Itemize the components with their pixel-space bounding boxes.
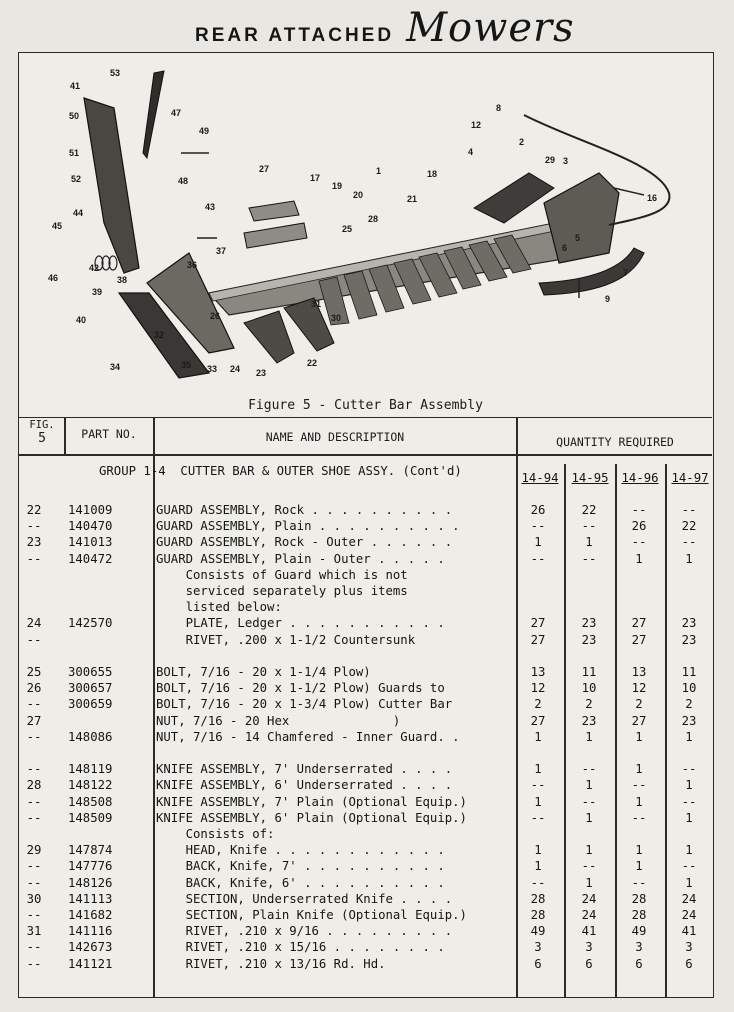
qty-14-96: 1 bbox=[635, 762, 643, 777]
part-number: 147874 bbox=[68, 843, 113, 858]
fig-number: 26 bbox=[26, 681, 42, 696]
qty-14-95: 2 bbox=[585, 697, 593, 712]
fig-number: 29 bbox=[26, 843, 42, 858]
fig-number: 31 bbox=[26, 924, 42, 939]
part-number: 148126 bbox=[68, 875, 113, 890]
qty-14-97: 24 bbox=[681, 908, 697, 922]
callout-label: 42 bbox=[89, 263, 100, 273]
cutter-bar-illustration bbox=[19, 53, 712, 415]
qty-14-96: 1 bbox=[635, 843, 643, 858]
header-quantity-required: QUANTITY REQUIRED bbox=[556, 435, 674, 449]
table-row bbox=[19, 795, 712, 811]
table-row bbox=[19, 843, 712, 859]
qty-14-97: 6 bbox=[685, 956, 693, 971]
callout-label: 35 bbox=[181, 360, 192, 370]
table-row bbox=[19, 811, 712, 827]
qty-14-95: 23 bbox=[581, 616, 597, 631]
callout-label: 24 bbox=[230, 364, 241, 374]
qty-14-94: 3 bbox=[534, 940, 542, 955]
callout-label: 17 bbox=[310, 173, 321, 183]
part-description: KNIFE ASSEMBLY, 7' Plain (Optional Equip.) bbox=[156, 794, 467, 809]
fig-number: -- bbox=[26, 519, 42, 534]
callout-label: 44 bbox=[73, 208, 84, 218]
part-description: GUARD ASSEMBLY, Rock - Outer . . . . . . bbox=[156, 535, 453, 550]
part-description: SECTION, Underserrated Knife . . . . bbox=[156, 891, 453, 906]
table-row bbox=[19, 957, 712, 973]
qty-14-94: -- bbox=[530, 778, 546, 793]
qty-14-96: 1 bbox=[635, 859, 643, 874]
qty-14-94: 12 bbox=[530, 681, 546, 696]
header-fig: FIG. 5 bbox=[29, 419, 55, 446]
qty-14-95: 1 bbox=[585, 729, 593, 744]
callout-label: 7 bbox=[623, 268, 629, 278]
fig-number: 28 bbox=[26, 778, 42, 793]
table-row bbox=[19, 924, 712, 940]
qty-14-95: 22 bbox=[581, 503, 597, 517]
table-row bbox=[19, 584, 712, 600]
qty-14-94: 2 bbox=[534, 697, 542, 712]
qty-14-97: 22 bbox=[681, 519, 697, 534]
fig-number: 23 bbox=[26, 535, 42, 550]
part-description: NUT, 7/16 - 14 Chamfered - Inner Guard. . bbox=[156, 729, 460, 744]
table-row bbox=[19, 649, 712, 665]
page-title bbox=[195, 5, 615, 52]
callout-label: 48 bbox=[178, 176, 189, 186]
fig-number: -- bbox=[26, 956, 42, 971]
qty-14-95: -- bbox=[581, 794, 597, 809]
qty-14-96: -- bbox=[631, 503, 647, 517]
part-description: listed below: bbox=[156, 600, 282, 615]
fig-number: 25 bbox=[26, 665, 42, 679]
table-row bbox=[19, 746, 712, 762]
qty-14-95: 24 bbox=[581, 891, 597, 906]
qty-14-96: 1 bbox=[635, 551, 643, 566]
qty-column-header: 14-97 bbox=[671, 471, 709, 485]
qty-14-97: -- bbox=[681, 762, 697, 777]
qty-14-96: 3 bbox=[635, 940, 643, 955]
qty-14-95: 41 bbox=[581, 924, 597, 939]
qty-14-95: 23 bbox=[581, 632, 597, 647]
fig-number: -- bbox=[26, 940, 42, 955]
part-description: GUARD ASSEMBLY, Plain - Outer . . . . . bbox=[156, 551, 445, 566]
qty-14-96: 1 bbox=[635, 794, 643, 809]
callout-label: 9 bbox=[605, 294, 611, 304]
exploded-diagram bbox=[19, 53, 712, 415]
part-number: 300657 bbox=[68, 681, 113, 696]
callout-label: 41 bbox=[70, 81, 81, 91]
table-row bbox=[19, 568, 712, 584]
qty-14-94: -- bbox=[530, 519, 546, 534]
callout-label: 5 bbox=[575, 233, 581, 243]
document-frame bbox=[18, 52, 714, 998]
qty-14-94: 1 bbox=[534, 762, 542, 777]
qty-14-94: -- bbox=[530, 875, 546, 890]
qty-14-97: -- bbox=[681, 535, 697, 550]
fig-number: -- bbox=[26, 632, 42, 647]
qty-14-97: 23 bbox=[681, 616, 697, 631]
callout-label: 45 bbox=[52, 221, 63, 231]
qty-14-94: 28 bbox=[530, 891, 546, 906]
table-row bbox=[19, 552, 712, 568]
qty-14-94: 1 bbox=[534, 794, 542, 809]
part-description: RIVET, .210 x 9/16 . . . . . . . . . bbox=[156, 924, 453, 939]
title-main: REAR ATTACHED bbox=[195, 25, 395, 46]
qty-14-96: -- bbox=[631, 535, 647, 550]
qty-14-94: 26 bbox=[530, 503, 546, 517]
callout-label: 26 bbox=[210, 311, 221, 321]
callout-label: 23 bbox=[256, 368, 267, 378]
qty-14-97: -- bbox=[681, 503, 697, 517]
header-part-no: PART NO. bbox=[81, 427, 137, 441]
part-number: 148509 bbox=[68, 810, 113, 825]
callout-label: 46 bbox=[48, 273, 59, 283]
table-row bbox=[19, 519, 712, 535]
table-row bbox=[19, 503, 712, 519]
part-description: BOLT, 7/16 - 20 x 1-1/2 Plow) Guards to bbox=[156, 681, 445, 696]
figure-caption: Figure 5 - Cutter Bar Assembly bbox=[248, 398, 483, 413]
qty-14-97: 1 bbox=[685, 875, 693, 890]
table-row bbox=[19, 616, 712, 632]
part-number: 148086 bbox=[68, 729, 113, 744]
table-row bbox=[19, 940, 712, 956]
callout-label: 47 bbox=[171, 108, 182, 118]
part-number: 140472 bbox=[68, 551, 113, 566]
qty-14-96: 6 bbox=[635, 956, 643, 971]
fig-number: -- bbox=[26, 697, 42, 712]
callout-label: 49 bbox=[199, 126, 210, 136]
qty-14-96: 27 bbox=[631, 632, 647, 647]
title-script: Mowers bbox=[406, 5, 575, 51]
table-row bbox=[19, 600, 712, 616]
part-number: 148122 bbox=[68, 778, 113, 793]
qty-14-96: 1 bbox=[635, 729, 643, 744]
qty-14-97: 1 bbox=[685, 810, 693, 825]
callout-label: 25 bbox=[342, 224, 353, 234]
qty-14-97: 23 bbox=[681, 713, 697, 728]
callout-label: 2 bbox=[519, 137, 525, 147]
qty-14-95: -- bbox=[581, 519, 597, 534]
callout-label: 52 bbox=[71, 174, 82, 184]
qty-14-97: 24 bbox=[681, 891, 697, 906]
qty-14-94: -- bbox=[530, 810, 546, 825]
part-number: 141121 bbox=[68, 956, 113, 971]
table-row bbox=[19, 730, 712, 746]
part-description: GUARD ASSEMBLY, Plain . . . . . . . . . . bbox=[156, 519, 460, 534]
part-number: 140470 bbox=[68, 519, 113, 534]
callout-label: 50 bbox=[69, 111, 80, 121]
callout-label: 4 bbox=[468, 147, 474, 157]
qty-14-95: 1 bbox=[585, 778, 593, 793]
qty-14-96: 12 bbox=[631, 681, 647, 696]
callout-label: 31 bbox=[311, 299, 322, 309]
qty-14-96: -- bbox=[631, 875, 647, 890]
part-description: Consists of: bbox=[156, 827, 275, 841]
table-row bbox=[19, 778, 712, 794]
part-description: serviced separately plus items bbox=[156, 584, 408, 598]
qty-14-94: 6 bbox=[534, 956, 542, 971]
qty-14-95: -- bbox=[581, 859, 597, 874]
part-description: RIVET, .200 x 1-1/2 Countersunk bbox=[156, 632, 416, 647]
qty-14-95: 1 bbox=[585, 810, 593, 825]
fig-number: -- bbox=[26, 794, 42, 809]
qty-14-94: 1 bbox=[534, 843, 542, 858]
part-number: 148508 bbox=[68, 794, 113, 809]
callout-label: 34 bbox=[110, 362, 121, 372]
qty-14-94: 27 bbox=[530, 713, 546, 728]
qty-14-96: -- bbox=[631, 778, 647, 793]
part-description: BOLT, 7/16 - 20 x 1-1/4 Plow) bbox=[156, 665, 371, 679]
table-row bbox=[19, 876, 712, 892]
part-description: SECTION, Plain Knife (Optional Equip.) bbox=[156, 908, 467, 922]
part-description: BOLT, 7/16 - 20 x 1-3/4 Plow) Cutter Bar bbox=[156, 697, 453, 712]
qty-14-97: 23 bbox=[681, 632, 697, 647]
part-description: Consists of Guard which is not bbox=[156, 567, 408, 582]
qty-14-94: 1 bbox=[534, 535, 542, 550]
qty-14-95: 11 bbox=[581, 665, 597, 679]
part-number: 148119 bbox=[68, 762, 113, 777]
table-row bbox=[19, 762, 712, 778]
qty-14-94: 1 bbox=[534, 729, 542, 744]
part-description: PLATE, Ledger . . . . . . . . . . . bbox=[156, 616, 445, 631]
part-description: KNIFE ASSEMBLY, 6' Underserrated . . . . bbox=[156, 778, 453, 793]
qty-14-97: -- bbox=[681, 794, 697, 809]
fig-number: -- bbox=[26, 729, 42, 744]
qty-14-97: 3 bbox=[685, 940, 693, 955]
qty-14-97: 41 bbox=[681, 924, 697, 939]
callout-label: 39 bbox=[92, 287, 103, 297]
part-number: 141013 bbox=[68, 535, 113, 550]
part-description: KNIFE ASSEMBLY, 6' Plain (Optional Equip.) bbox=[156, 810, 467, 825]
qty-14-96: -- bbox=[631, 810, 647, 825]
callout-label: 29 bbox=[545, 155, 556, 165]
qty-14-96: 28 bbox=[631, 908, 647, 922]
qty-14-95: 1 bbox=[585, 875, 593, 890]
qty-14-96: 13 bbox=[631, 665, 647, 679]
fig-number: 24 bbox=[26, 616, 42, 631]
fig-number: -- bbox=[26, 908, 42, 922]
part-number: 141682 bbox=[68, 908, 113, 922]
qty-14-96: 49 bbox=[631, 924, 647, 939]
qty-14-96: 2 bbox=[635, 697, 643, 712]
callout-label: 6 bbox=[562, 243, 568, 253]
part-number: 142570 bbox=[68, 616, 113, 631]
callout-label: 3 bbox=[563, 156, 569, 166]
part-description: BACK, Knife, 6' . . . . . . . . . . bbox=[156, 875, 445, 890]
callout-label: 12 bbox=[471, 120, 482, 130]
callout-label: 33 bbox=[207, 364, 218, 374]
callout-label: 8 bbox=[496, 103, 502, 113]
part-number: 300659 bbox=[68, 697, 113, 712]
qty-14-95: 3 bbox=[585, 940, 593, 955]
table-row bbox=[19, 633, 712, 649]
callout-label: 27 bbox=[259, 164, 270, 174]
header-name-description: NAME AND DESCRIPTION bbox=[265, 430, 405, 444]
callout-label: 20 bbox=[353, 190, 364, 200]
callout-label: 36 bbox=[187, 260, 198, 270]
fig-number: -- bbox=[26, 875, 42, 890]
part-number: 142673 bbox=[68, 940, 113, 955]
qty-14-94: 49 bbox=[530, 924, 546, 939]
qty-14-97: 2 bbox=[685, 697, 693, 712]
callout-label: 51 bbox=[69, 148, 80, 158]
callout-label: 19 bbox=[332, 181, 343, 191]
qty-14-96: 26 bbox=[631, 519, 647, 534]
qty-14-94: 27 bbox=[530, 632, 546, 647]
qty-14-95: 23 bbox=[581, 713, 597, 728]
qty-14-95: 10 bbox=[581, 681, 597, 696]
part-number: 141116 bbox=[68, 924, 113, 939]
qty-14-95: -- bbox=[581, 551, 597, 566]
part-description: BACK, Knife, 7' . . . . . . . . . . bbox=[156, 859, 445, 874]
qty-14-97: 1 bbox=[685, 843, 693, 858]
part-description: RIVET, .210 x 15/16 . . . . . . . . bbox=[156, 940, 445, 955]
part-description: HEAD, Knife . . . . . . . . . . . . bbox=[156, 843, 445, 858]
table-row bbox=[19, 892, 712, 908]
table-row bbox=[19, 827, 712, 843]
callout-label: 30 bbox=[331, 313, 342, 323]
fig-number: -- bbox=[26, 762, 42, 777]
fig-number: -- bbox=[26, 551, 42, 566]
fig-number: 27 bbox=[26, 713, 42, 728]
fig-number: -- bbox=[26, 859, 42, 874]
qty-14-96: 27 bbox=[631, 713, 647, 728]
qty-14-97: 1 bbox=[685, 778, 693, 793]
part-description: RIVET, .210 x 13/16 Rd. Hd. bbox=[156, 956, 386, 971]
qty-14-95: 1 bbox=[585, 535, 593, 550]
qty-column-header: 14-95 bbox=[571, 471, 609, 485]
qty-column-header: 14-96 bbox=[621, 471, 659, 485]
table-row bbox=[19, 665, 712, 681]
table-row bbox=[19, 681, 712, 697]
table-row bbox=[19, 714, 712, 730]
qty-14-94: -- bbox=[530, 551, 546, 566]
part-description: KNIFE ASSEMBLY, 7' Underserrated . . . . bbox=[156, 762, 453, 777]
callout-label: 32 bbox=[154, 330, 165, 340]
part-description: GUARD ASSEMBLY, Rock . . . . . . . . . . bbox=[156, 503, 453, 517]
part-number: 147776 bbox=[68, 859, 113, 874]
callout-label: 38 bbox=[117, 275, 128, 285]
qty-14-97: -- bbox=[681, 859, 697, 874]
callout-label: 53 bbox=[110, 68, 121, 78]
qty-14-95: -- bbox=[581, 762, 597, 777]
callout-label: 40 bbox=[76, 315, 87, 325]
callout-label: 28 bbox=[368, 214, 379, 224]
callout-label: 18 bbox=[427, 169, 438, 179]
group-title: GROUP 1-4 CUTTER BAR & OUTER SHOE ASSY. (Cont'd) bbox=[99, 464, 462, 478]
table-row bbox=[19, 908, 712, 924]
table-row bbox=[19, 859, 712, 875]
parts-table bbox=[19, 417, 712, 998]
fig-number: -- bbox=[26, 810, 42, 825]
part-number: 141009 bbox=[68, 503, 113, 517]
callout-label: 16 bbox=[647, 193, 658, 203]
qty-14-94: 13 bbox=[530, 665, 546, 679]
qty-14-94: 27 bbox=[530, 616, 546, 631]
qty-14-95: 1 bbox=[585, 843, 593, 858]
fig-number: 22 bbox=[26, 503, 42, 517]
qty-14-97: 11 bbox=[681, 665, 697, 679]
callout-label: 22 bbox=[307, 358, 318, 368]
qty-14-97: 1 bbox=[685, 729, 693, 744]
part-description: NUT, 7/16 - 20 Hex ) bbox=[156, 713, 401, 728]
fig-number: 30 bbox=[26, 891, 42, 906]
part-number: 141113 bbox=[68, 891, 113, 906]
qty-14-95: 24 bbox=[581, 908, 597, 922]
callout-label: 37 bbox=[216, 246, 227, 256]
table-row bbox=[19, 535, 712, 551]
table-row bbox=[19, 697, 712, 713]
qty-14-94: 1 bbox=[534, 859, 542, 874]
qty-14-97: 1 bbox=[685, 551, 693, 566]
qty-column-header: 14-94 bbox=[521, 471, 559, 485]
qty-14-95: 6 bbox=[585, 956, 593, 971]
qty-14-97: 10 bbox=[681, 681, 697, 696]
callout-label: 1 bbox=[376, 166, 382, 176]
qty-14-96: 28 bbox=[631, 891, 647, 906]
qty-14-96: 27 bbox=[631, 616, 647, 631]
qty-14-94: 28 bbox=[530, 908, 546, 922]
callout-label: 43 bbox=[205, 202, 216, 212]
callout-label: 21 bbox=[407, 194, 418, 204]
part-number: 300655 bbox=[68, 665, 113, 679]
